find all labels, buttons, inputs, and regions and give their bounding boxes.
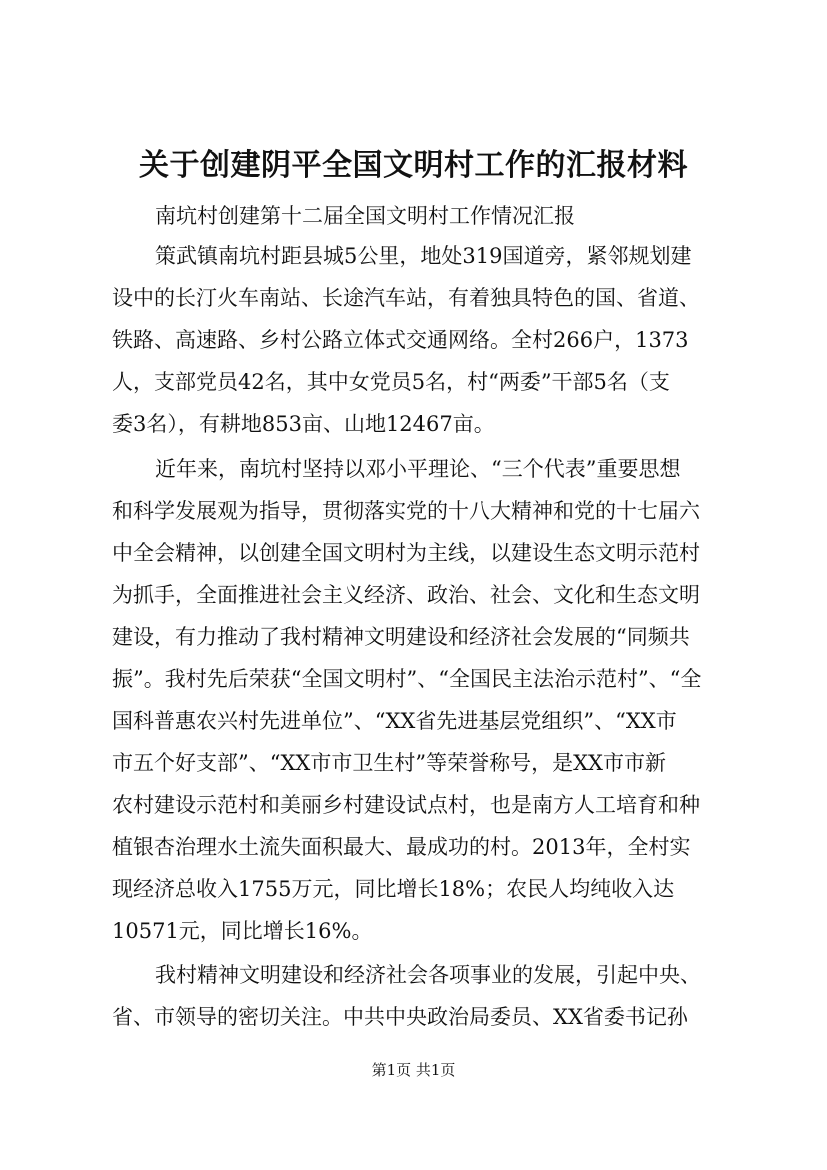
body-line: 现经济总收入1755万元，同比增长18%；农民人均纯收入达 bbox=[112, 877, 675, 901]
body-line: 农村建设示范村和美丽乡村建设试点村，也是南方人工培育和种 bbox=[112, 793, 700, 817]
body-line: 策武镇南坑村距县城5公里，地处319国道旁，紧邻规划建 bbox=[155, 244, 692, 268]
body-line: 和科学发展观为指导，贯彻落实党的十八大精神和党的十七届六 bbox=[112, 499, 700, 523]
body-line: 我村精神文明建设和经济社会各项事业的发展，引起中央、 bbox=[155, 963, 701, 987]
body-line: 国科普惠农兴村先进单位”、“XX省先进基层党组织”、“XX市 bbox=[112, 709, 677, 733]
body-line: 中全会精神，以创建全国文明村为主线，以建设生态文明示范村 bbox=[112, 541, 700, 565]
body-line: 振”。我村先后荣获“全国文明村”、“全国民主法治示范村”、“全 bbox=[112, 667, 702, 691]
page-footer: 第1页 共1页 bbox=[371, 1061, 456, 1079]
body-line: 委3名），有耕地853亩、山地12467亩。 bbox=[112, 412, 495, 436]
body-line: 近年来，南坑村坚持以邓小平理论、“三个代表”重要思想 bbox=[155, 457, 681, 481]
body-line: 铁路、高速路、乡村公路立体式交通网络。全村266户，1373 bbox=[112, 328, 689, 352]
body-line: 省、市领导的密切关注。中共中央政治局委员、XX省委书记孙 bbox=[112, 1005, 688, 1029]
body-line: 设中的长汀火车南站、长途汽车站，有着独具特色的国、省道、 bbox=[112, 286, 700, 310]
body-line: 10571元，同比增长16%。 bbox=[112, 919, 373, 943]
body-line: 为抓手，全面推进社会主义经济、政治、社会、文化和生态文明 bbox=[112, 583, 700, 607]
body-line: 人，支部党员42名，其中女党员5名，村“两委”干部5名（支 bbox=[112, 370, 670, 394]
body-line: 植银杏治理水土流失面积最大、最成功的村。2013年，全村实 bbox=[112, 835, 691, 859]
document-title: 关于创建阴平全国文明村工作的汇报材料 bbox=[139, 148, 688, 183]
body-line: 市五个好支部”、“XX市市卫生村”等荣誉称号，是XX市市新 bbox=[112, 751, 667, 775]
body-line: 建设，有力推动了我村精神文明建设和经济社会发展的“同频共 bbox=[112, 625, 690, 649]
document-subtitle: 南坑村创建第十二届全国文明村工作情况汇报 bbox=[155, 204, 575, 228]
